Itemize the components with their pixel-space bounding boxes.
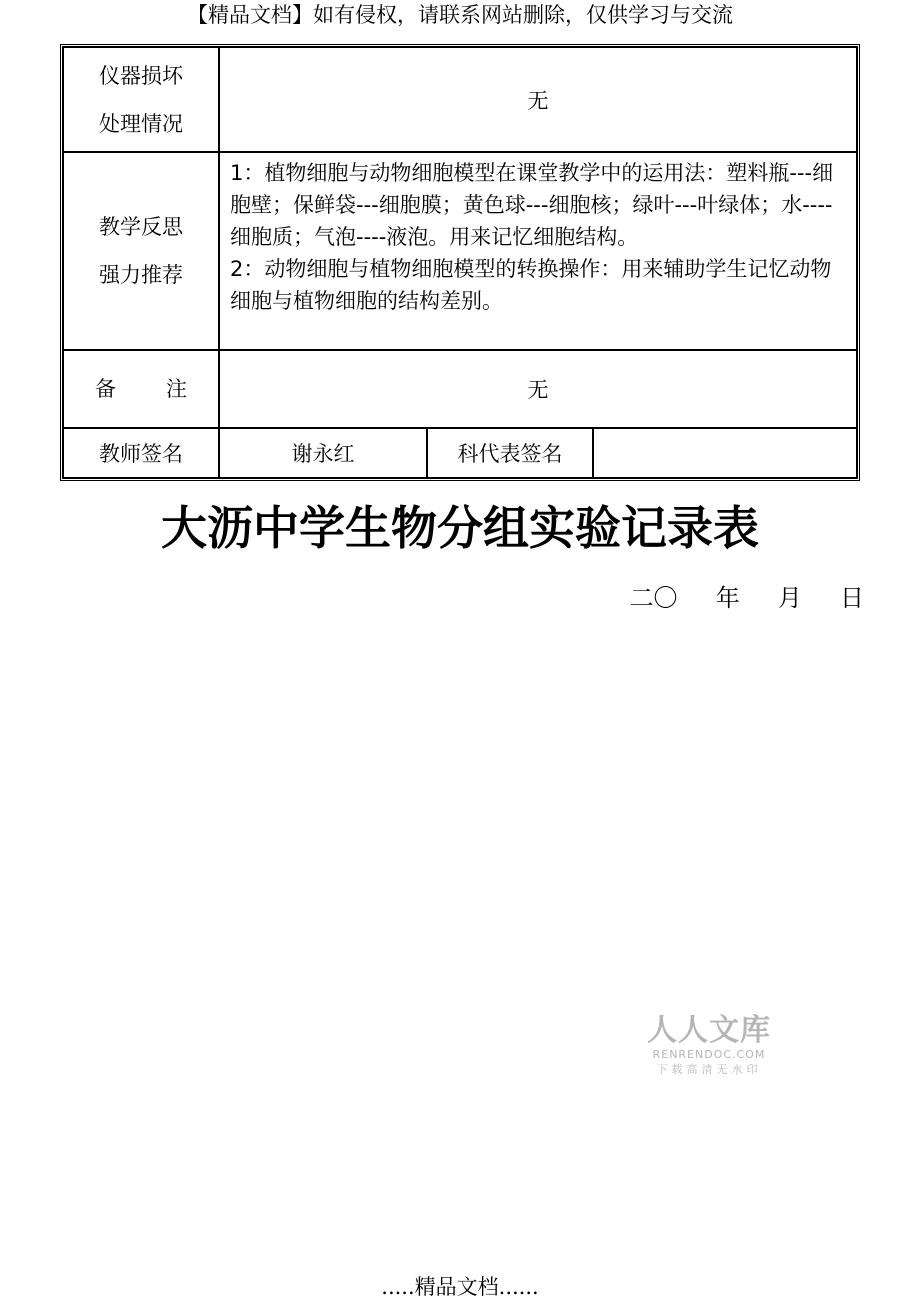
- page-title: 大沥中学生物分组实验记录表: [161, 501, 759, 555]
- footer-notice: .....精品文档......: [381, 1275, 539, 1299]
- rep-signature-name: [593, 428, 857, 478]
- watermark-url: RENRENDOC.COM: [652, 1048, 766, 1061]
- reflection-paragraph-2: 2：动物细胞与植物细胞模型的转换操作：用来辅助学生记忆动物细胞与植物细胞的结构差别。: [230, 257, 832, 313]
- reflection-label-line2: 强力推荐: [99, 263, 183, 287]
- header-notice: 【精品文档】如有侵权，请联系网站删除，仅供学习与交流: [187, 3, 733, 27]
- damage-label-line2: 处理情况: [99, 111, 183, 136]
- reflection-label-line1: 教学反思: [99, 215, 183, 239]
- table-row-signature: [63, 428, 857, 478]
- damage-label-line1: 仪器损坏: [99, 63, 183, 88]
- remarks-label-part2: 注: [166, 377, 187, 401]
- reflection-content: [219, 152, 857, 350]
- teacher-signature-label: 教师签名: [63, 428, 219, 478]
- table-row-remarks: [63, 350, 857, 428]
- damage-value: 无: [219, 47, 857, 152]
- watermark: [644, 1014, 774, 1078]
- rep-signature-label: 科代表签名: [427, 428, 593, 478]
- damage-label: [63, 47, 219, 152]
- record-table: [60, 44, 860, 481]
- remarks-label: [63, 350, 219, 428]
- teacher-signature-name: 谢永红: [219, 428, 427, 478]
- remarks-label-part1: 备: [95, 377, 116, 401]
- watermark-subtitle: 下载高清无水印: [656, 1063, 762, 1076]
- remarks-value: 无: [219, 350, 857, 428]
- table-row-reflection: [63, 152, 857, 350]
- date-line: 二〇 年 月 日: [629, 584, 864, 612]
- watermark-logo-text: 人人文库: [647, 1013, 771, 1048]
- reflection-paragraph-1: 1：植物细胞与动物细胞模型在课堂教学中的运用法：塑料瓶---细胞壁；保鲜袋---细胞膜；黄色球---细胞核；绿叶---叶绿体；水----细胞质；气泡----液泡。用来记忆细胞结构。: [230, 161, 834, 249]
- reflection-label: [63, 152, 219, 350]
- table-row-damage: [63, 47, 857, 152]
